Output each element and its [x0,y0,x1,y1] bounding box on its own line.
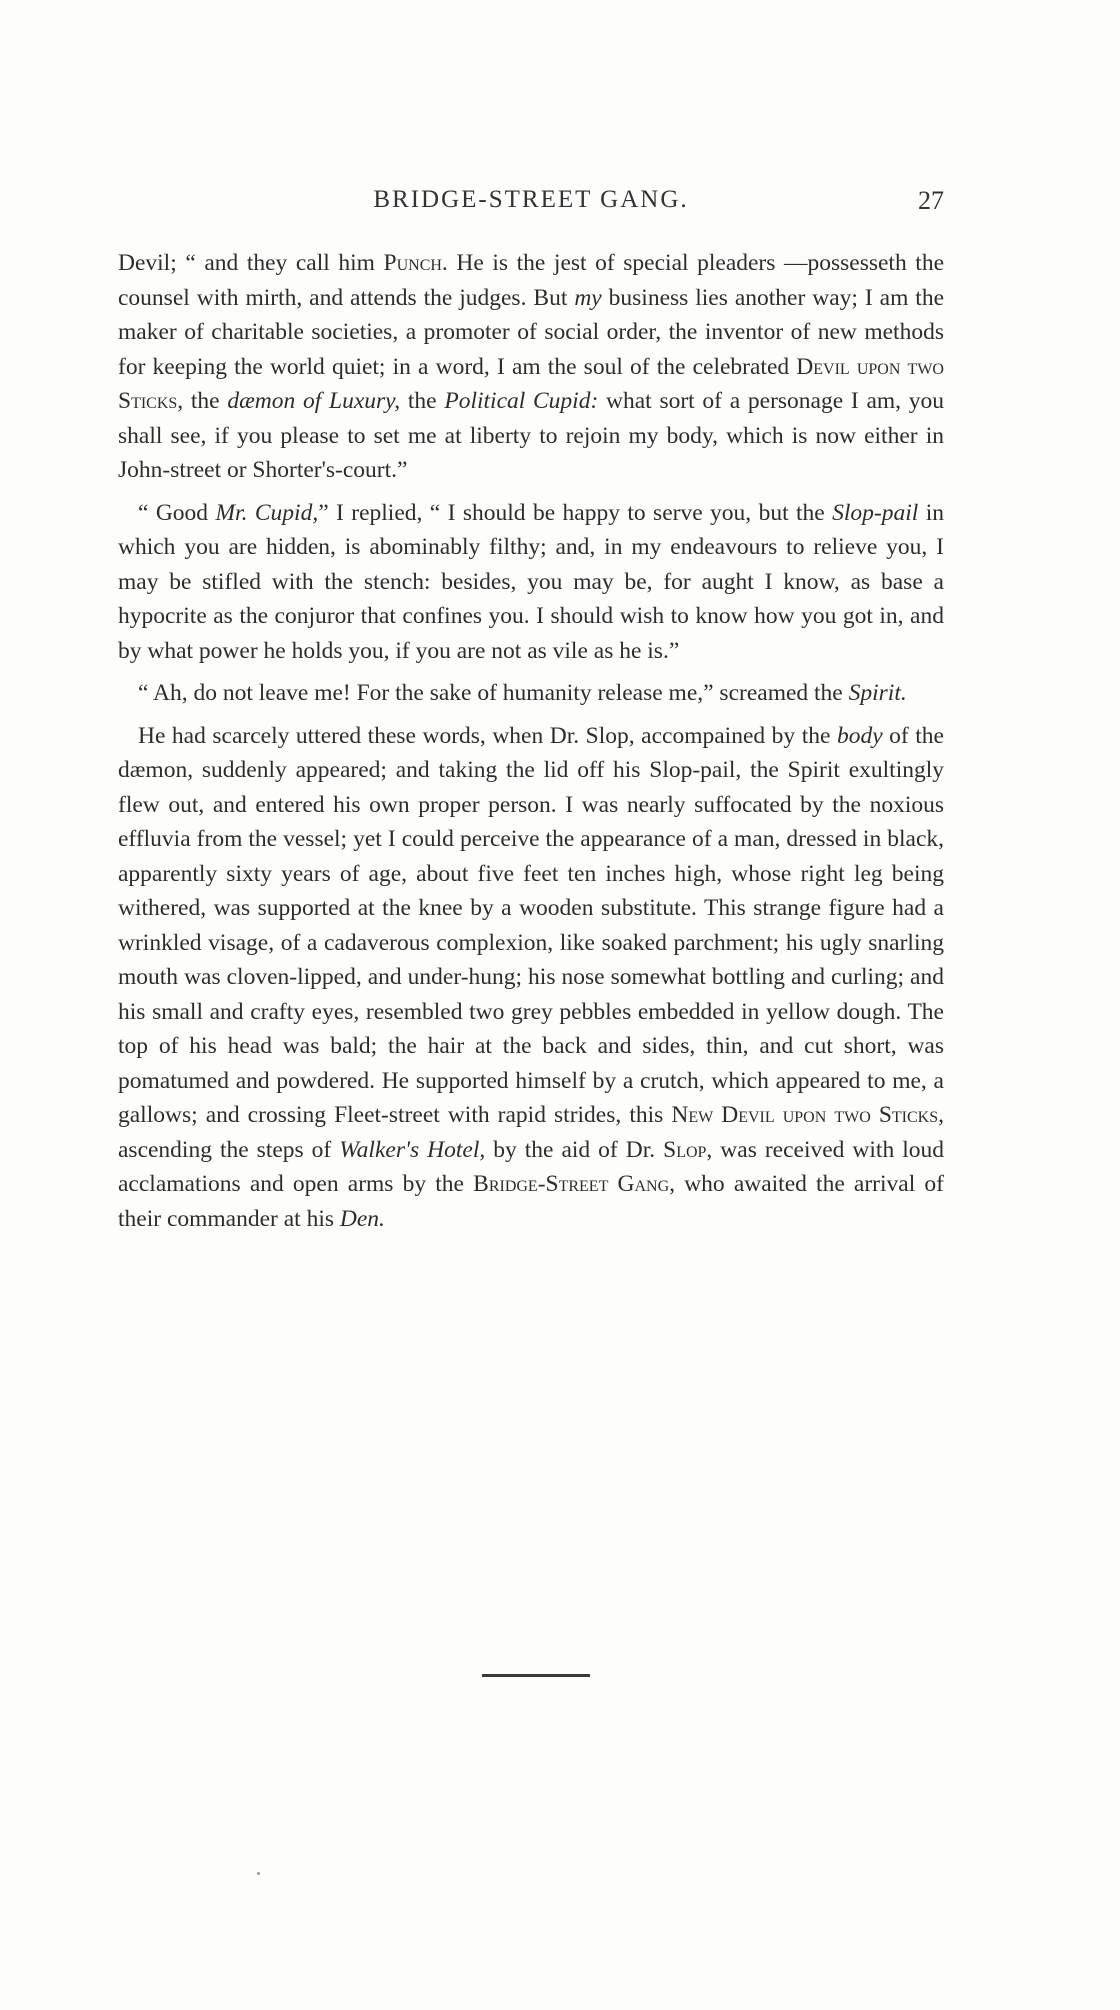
italic-walkers-hotel: Walker's Hotel, [339,1136,486,1163]
running-title: BRIDGE-STREET GANG. [373,186,689,213]
paper-speck [257,1872,260,1875]
italic-body: body [836,722,883,749]
small-caps-devil-upon-two-sticks: Devil upon two Sticks, [118,353,944,414]
small-caps-punch: Punch. [383,250,448,276]
body-text [118,246,944,1244]
italic-slop-pail: Slop-pail [832,499,919,526]
small-caps-new-devil: New Devil upon two Sticks, [671,1102,944,1128]
running-head [118,186,944,220]
italic-mr-cupid: Mr. Cupid, [215,499,319,526]
small-caps-bridge-street-gang: Bridge-Street Gang, [473,1171,676,1197]
page-number: 27 [918,186,944,215]
paragraph-4: He had scarcely uttered these words, when Dr. Slop, accompained by the body of the dæmon, suddenly appeared; and taking the lid off his Slop-pail, the Spirit exultingly flew out, and entered his own proper person. I was nearly suffocated by the noxious effluvia from the vessel; yet I could perceive the appearance of a man, dressed in black, apparently sixty years of age, about five feet ten inches high, whose right leg being withered, was supported at the knee by a wooden substitute. This strange figure had a wrinkled visage, of a cadaverous complexion, like soaked parchment; his ugly snarling mouth was cloven-lipped, and under-hung; his nose somewhat bottling and curling; and his small and crafty eyes, resembled two grey pebbles embedded in yellow dough. The top of his head was bald; the hair at the back and sides, thin, and cut short, was pomatumed and powdered. He supported himself by a crutch, which appeared to me, a gallows; and crossing Fleet-street with rapid strides, this New Devil upon two Sticks, ascending the steps of Walker's Hotel, by the aid of Dr. Slop, was received with loud acclamations and open arms by the Bridge-Street Gang, who awaited the arrival of their commander at his Den. [118,722,944,1232]
paragraph-2: “ Good Mr. Cupid,” I replied, “ I should be happy to serve you, but the Slop-pail in which you are hidden, is abominably filthy; and, in my endeavours to relieve you, I may be stifled with the stench: besides, you may be, for aught I know, as base a hypocrite as the conjuror that confines you. I should wish to know how you got in, and by what power he holds you, if you are not as vile as he is.” [118,499,944,664]
italic-spirit: Spirit. [848,680,907,706]
section-end-rule [482,1674,590,1677]
italic-daemon-of-luxury: dæmon of Luxury, [227,388,401,414]
italic-den: Den. [339,1205,385,1232]
paragraph-1: Devil; “ and they call him Punch. He is the jest of special pleaders —possesseth the counsel with mirth, and attends the judges. But my business lies another way; I am the maker of charitable societies, a promoter of social order, the inventor of new methods for keeping the world quiet; in a word, I am the soul of the celebrated Devil upon two Sticks, the dæmon of Luxury, the Political Cupid: what sort of a personage I am, you shall see, if you please to set me at liberty to rejoin my body, which is now either in John-street or Shorter's-court.” [118,250,945,483]
italic-my: my [574,284,602,311]
italic-political-cupid: Political Cupid: [444,388,599,414]
small-caps-slop: Slop, [663,1136,713,1163]
paragraph-3: “ Ah, do not leave me! For the sake of humanity release me,” screamed the Spirit. [138,680,907,706]
